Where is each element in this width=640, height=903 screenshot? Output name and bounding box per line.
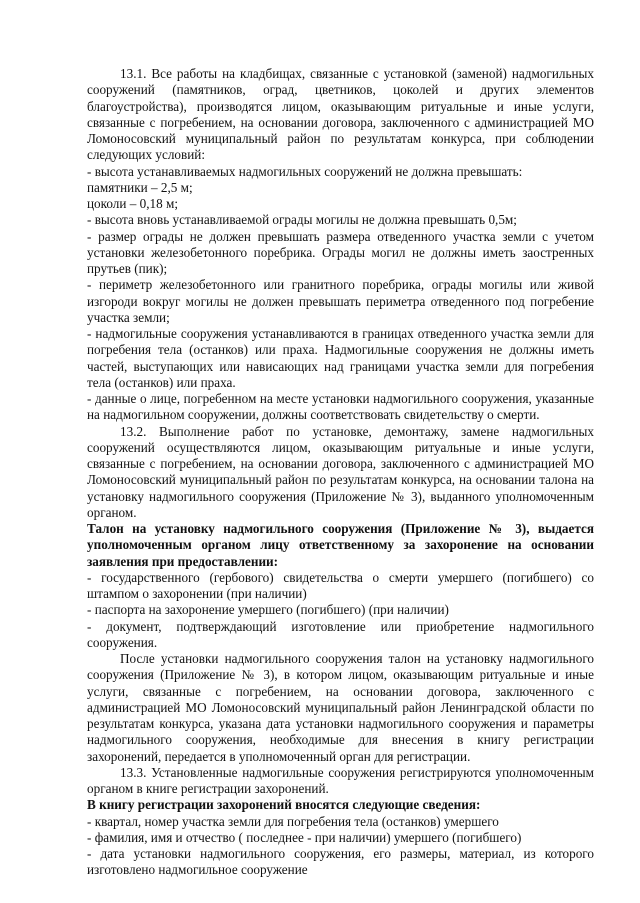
list-item-full-name: - фамилия, имя и отчество ( последнее - при наличии) умершего (погибшего) [87, 829, 522, 845]
paragraph-after-installation: После установки надмогильного сооружения талон на установку надмогильного сооружения (Приложение № 3), в котором лицом, оказывающим ритуальные и иные услуги, связанные с погребением, на основании договора, заключенного с администрацией МО Ломоносовский муниципальный район Ленинградской области по результатам конкурса, указана дата установки надмогильного сооружения и параметры надмогильного сооружения, необходимые для внесения в книгу регистрации захоронений, передается в уполномоченный орган для регистрации. [87, 651, 594, 764]
bold-heading-coupon: Талон на установку надмогильного сооружения (Приложение № 3), выдается уполномоченным органом лицу ответственному за захоронение на основании заявления при предоставлении: [87, 521, 594, 569]
list-item-death-certificate: - государственного (гербового) свидетельства о смерти умершего (погибшего) со штампом о захоронении (при наличии) [87, 569, 594, 601]
list-item-installation-date: - дата установки надмогильного сооружения, его размеры, материал, из которого изготовлено надмогильное сооружение [87, 846, 594, 878]
list-item-person-data: - данные о лице, погребенном на месте установки надмогильного сооружения, указанные на надмогильном сооружении, должны соответствовать свидетельству о смерти. [87, 391, 594, 423]
list-item-document: - документ, подтверждающий изготовление или приобретение надмогильного сооружения. [87, 618, 594, 650]
document-page [87, 66, 594, 879]
list-item-burial-passport: - паспорта на захоронение умершего (погибшего) (при наличии) [87, 602, 449, 618]
paragraph-13-2: 13.2. Выполнение работ по установке, демонтажу, замене надмогильных сооружений осуществляются лицом, оказывающим ритуальные и иные услуги, связанные с погребением, на основании договора, заключенного с администрацией МО Ломоносовский муниципальный район по результатам конкурса, на основании талона на установку надмогильного сооружения (Приложение № 3), выданного уполномоченным органом. [87, 423, 594, 520]
list-item-boundaries: - надмогильные сооружения устанавливаются в границах отведенного участка земли для погребения тела (останков) или праха. Надмогильные сооружения не должны иметь частей, выступающих или нависающих над границами участка земли для погребения тела (останков) или праха. [87, 326, 594, 390]
list-item-fence-size: - размер ограды не должен превышать размера отведенного участка земли с учетом установки железобетонного поребрика. Ограды могил не должны иметь заостренных прутьев (пик); [87, 228, 594, 276]
list-item-height-limit: - высота устанавливаемых надмогильных сооружений не должна превышать: [87, 163, 523, 179]
list-item-monuments: памятники – 2,5 м; [87, 179, 193, 195]
list-item-perimeter: - периметр железобетонного или гранитного поребрика, ограды могилы или живой изгороди вокруг могилы не должен превышать периметра отведенного под погребение участка земли; [87, 277, 594, 325]
list-item-plinths: цоколи – 0,18 м; [87, 196, 179, 211]
paragraph-13-3: 13.3. Установленные надмогильные сооружения регистрируются уполномоченным органом в книге регистрации захоронений. [87, 764, 594, 796]
list-item-fence-height: - высота вновь устанавливаемой ограды могилы не должна превышать 0,5м; [87, 212, 517, 228]
bold-heading-register: В книгу регистрации захоронений вносятся следующие сведения: [87, 797, 481, 813]
list-item-quarter: - квартал, номер участка земли для погребения тела (останков) умершего [87, 813, 499, 829]
paragraph-13-1: 13.1. Все работы на кладбищах, связанные с установкой (заменой) надмогильных сооружений (памятников, оград, цветников, цоколей и других элементов благоустройства), производятся лицом, оказывающим ритуальные и иные услуги, связанные с погребением, на основании договора, заключенного с администрацией МО Ломоносовский муниципальный район по результатам конкурса, при соблюдении следующих условий: [87, 66, 594, 163]
